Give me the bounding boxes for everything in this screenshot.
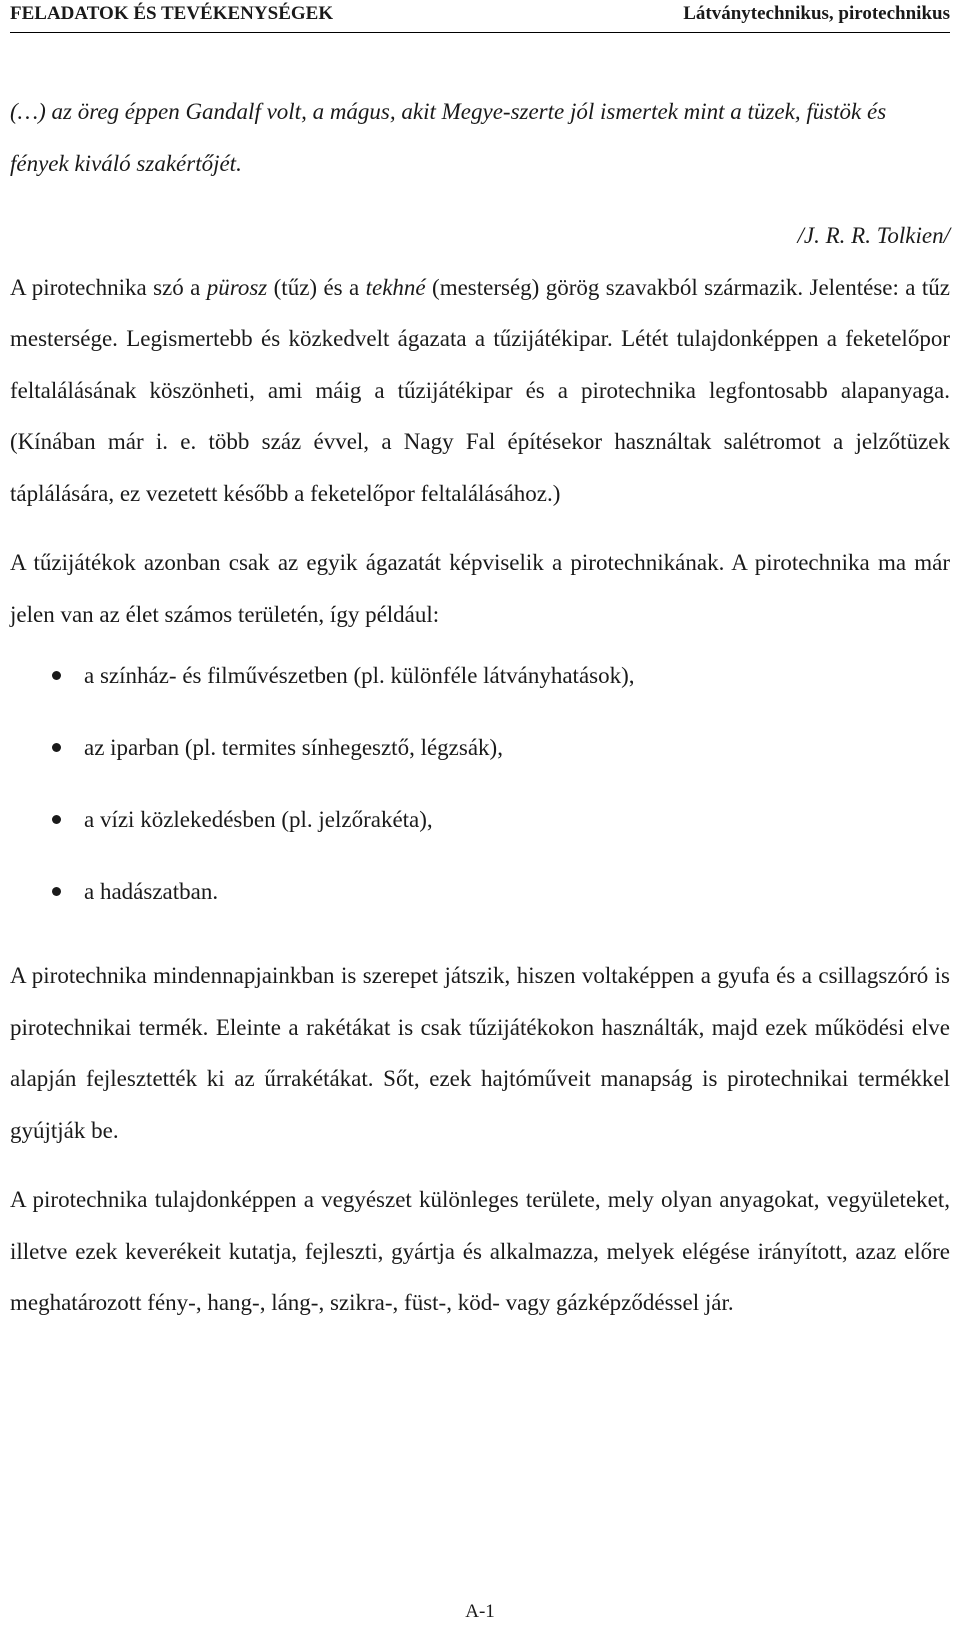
epigraph-quote: (…) az öreg éppen Gandalf volt, a mágus, akit Megye-szerte jól ismertek mint a tüzek, füstök és fények kiváló szakértőjét. [10,99,887,176]
page-header [10,0,950,33]
spacer [10,928,950,950]
list-item-text: az iparban (pl. termites sínhegesztő, légzsák), [84,735,503,760]
list-item [10,856,950,928]
paragraph-text: A pirotechnika szó a [10,274,207,300]
bullet-icon [52,815,61,824]
page-number: A-1 [465,1601,495,1622]
paragraph-applications-intro: A tűzijátékok azonban csak az egyik ágazatát képviselik a pirotechnikának. A pirotechnika ma már jelen van az élet számos területén, így például: [10,550,950,627]
list-item-text: a színház- és filművészetben (pl. különféle látványhatások), [84,663,635,688]
paragraph-text: (mesterség) görög szavakból származik. Jelentése: a tűz mestersége. Legismertebb és közkedvelt ágazata a tűzijátékipar. Létét tulajdonképpen a feketelőpor feltalálásának köszönheti, ami máig a tűzijátékipar és a pirotechnika legfontosabb alapanyaga. (Kínában már i. e. több száz évvel, a Nagy Fal építésekor használtak salétromot a jelzőtüzek táplálására, ez vezetett később a feketelőpor feltalálásához.) [10,274,950,506]
spacer [10,519,950,537]
header-left-title: FELADATOK ÉS TEVÉKENYSÉGEK [10,3,334,24]
paragraph-definition: A pirotechnika tulajdonképpen a vegyészet különleges területe, mely olyan anyagokat, vegyületeket, illetve ezek keverékeit kutatja, fejleszti, gyártja és alkalmazza, melyek elégése irányított, azaz előre meghatározott fény-, hang-, láng-, szikra-, füst-, köd- vagy gázképződéssel jár. [10,1187,950,1315]
paragraph-etymology [10,262,950,520]
term-purosz: pürosz [206,274,268,300]
term-tekhne: tekhné [365,274,426,300]
list-item-text: a hadászatban. [84,879,219,904]
document-body [10,86,950,1329]
bullet-icon [52,887,61,896]
bullet-icon [52,743,61,752]
paragraph-everyday-use: A pirotechnika mindennapjainkban is szerepet játszik, hiszen voltaképpen a gyufa és a csillagszóró is pirotechnikai termék. Eleinte a rakétákat is csak tűzijátékokon használták, majd ezek működési elve alapján fejlesztették ki az űrrakétákat. Sőt, ezek hajtóműveit manapság is pirotechnikai termékkel gyújtják be. [10,963,950,1143]
header-right-title: Látványtechnikus, pirotechnikus [683,3,950,24]
bullet-icon [52,671,61,680]
list-item-text: a vízi közlekedésben (pl. jelzőrakéta), [84,807,433,832]
spacer [10,1156,950,1174]
list-item [10,640,950,712]
paragraph-text: (tűz) és a [267,274,366,300]
epigraph-author: /J. R. R. Tolkien/ [797,223,950,248]
list-item [10,784,950,856]
list-item [10,712,950,784]
applications-list [10,640,950,928]
